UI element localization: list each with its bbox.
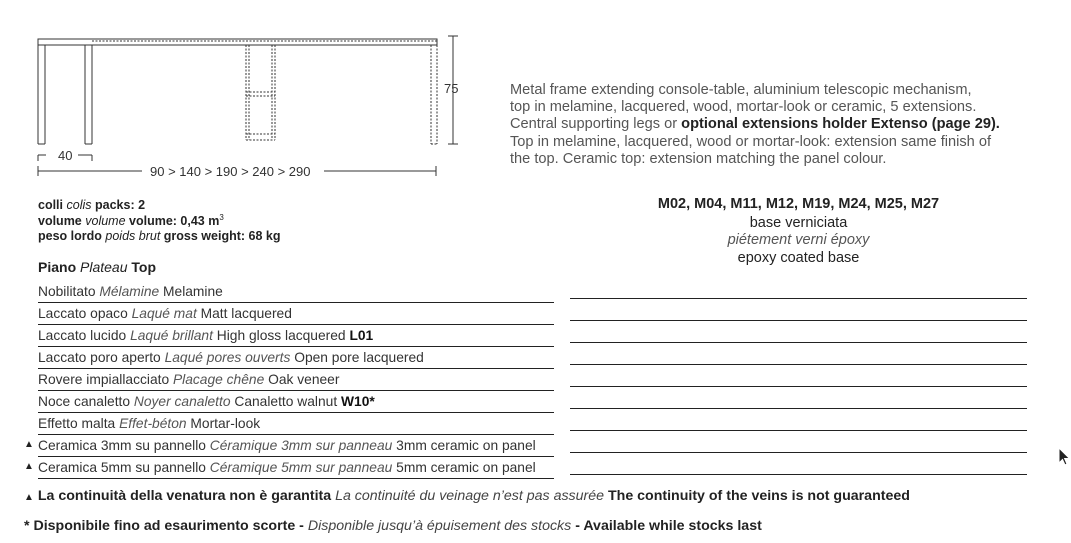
volume-info: volume volume volume: 0,43 $m^3$	[38, 213, 224, 229]
finish-entry-line	[570, 452, 1027, 453]
base-label-fr: piétement verni époxy	[727, 232, 870, 248]
vein-note: ▲ La continuità della venatura non è garantita La continuité du veinage n’est pas assurée The continuity of the veins is not guaranteed	[24, 488, 910, 504]
stock-note: * Disponibile fino ad esaurimento scorte - Disponible jusqu’à épuisement des stocks - Available while stocks last	[24, 518, 762, 534]
leg-width-dimension: 40	[58, 148, 73, 163]
mouse-cursor-icon	[1058, 447, 1071, 467]
finish-row: Laccato opaco Laqué mat Matt lacquered	[38, 303, 554, 325]
finish-row: Ceramica 5mm su pannello Céramique 5mm sur panneau 5mm ceramic on panel	[38, 457, 554, 479]
extenso-reference: optional extensions holder Extenso (page 29).	[681, 116, 1000, 133]
finish-row: Laccato poro aperto Laqué pores ouverts Open pore lacquered	[38, 347, 554, 369]
table-technical-drawing	[30, 30, 470, 180]
finish-row: Nobilitato Mélamine Melamine	[38, 281, 554, 303]
product-description	[510, 82, 1027, 168]
finish-entry-line	[570, 474, 1027, 475]
finish-entry-line	[570, 298, 1027, 299]
finish-row: Rovere impiallacciato Placage chêne Oak veneer	[38, 369, 554, 391]
description-line: Metal frame extending console-table, aluminium telescopic mechanism,	[510, 82, 972, 98]
length-dimension: 90 > 140 > 190 > 240 > 290	[150, 164, 311, 179]
finish-entry-line	[570, 408, 1027, 409]
base-color-codes: M02, M04, M11, M12, M19, M24, M25, M27	[657, 196, 940, 212]
top-section-title: Piano Plateau Top	[38, 259, 157, 275]
packs-info: colli colis packs: 2	[38, 198, 146, 212]
description-line: Top in melamine, lacquered, wood or mortar-look: extension same finish of	[510, 133, 992, 150]
height-dimension: 75	[444, 81, 459, 96]
description-line: Central supporting legs or	[510, 116, 682, 133]
finish-code: L01	[349, 328, 374, 343]
triangle-mark-icon: ▲	[24, 439, 34, 450]
finish-entry-line	[570, 320, 1027, 321]
weight-info: peso lordo poids brut gross weight: 68 kg	[38, 229, 281, 243]
base-label-it: base verniciata	[749, 215, 848, 231]
finish-entry-line	[570, 364, 1027, 365]
finish-entry-line	[570, 386, 1027, 387]
base-label-en: epoxy coated base	[737, 250, 860, 266]
finish-entry-line	[570, 430, 1027, 431]
finish-code: W10*	[341, 394, 375, 409]
finish-row: Ceramica 3mm su pannello Céramique 3mm sur panneau 3mm ceramic on panel	[38, 435, 554, 457]
finish-row: Laccato lucido Laqué brillant High gloss lacquered L01	[38, 325, 554, 347]
triangle-mark-icon: ▲	[24, 461, 34, 472]
description-line: top in melamine, lacquered, wood, mortar-look or ceramic, 5 extensions.	[510, 99, 977, 116]
finish-row: Effetto malta Effet-béton Mortar-look	[38, 413, 554, 435]
description-line: the top. Ceramic top: extension matching the panel colour.	[510, 150, 887, 167]
finish-entry-line	[570, 342, 1027, 343]
finish-row: Noce canaletto Noyer canaletto Canaletto walnut W10*	[38, 391, 554, 413]
